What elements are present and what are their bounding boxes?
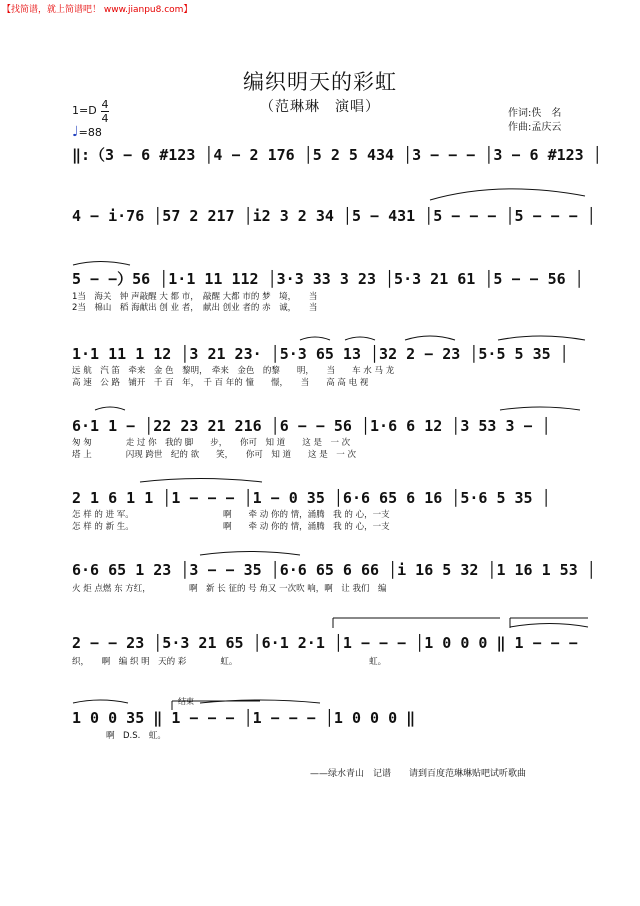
composer-credit: 作曲:孟庆云 [508,122,562,133]
lyric-line-5a: 匆 匆 走 过 你 我的 脚 步， 你可 知 道 这 是 一 次 [72,438,351,448]
tie-arc [510,624,588,628]
tie-arc [73,262,130,266]
tie-arc [200,552,300,556]
staff-line-1: ‖:（3 − 6 #123 │4 − 2 176 │5 2 5 434 │3 − − − │3 − 6 #123 │ [72,146,602,164]
staff-line-7: 6·6 65 1 23 │3 − − 35 │6·6 65 6 66 │i 16 5 32 │1 16 1 53 │ [72,561,596,579]
staff-line-9: 1 0 0 35 ‖ 1 − − − │1 − − − │1 0 0 0 ‖ [72,709,416,727]
lyric-line-5b: 塔 上 闪现 跨世 纪的 欲 笑， 你可 知 道 这 是 一 次 [72,450,356,460]
tie-arc [95,407,125,410]
site-banner: 【找简谱，就上简谱吧！ www.jianpu8.com】 [2,5,193,15]
staff-line-3: 5 − −）56 │1·1 11 112 │3·3 33 3 23 │5·3 21 61 │5 − − 56 │ [72,270,584,288]
lyric-line-4a: 远 航 汽 笛 牵来 金 色 黎明， 牵来 金色 的黎 明， 当 车 水 马 龙 [72,366,395,376]
staff-line-6: 2 1 6 1 1 │1 − − − │1 − 0 35 │6·6 65 6 16 │5·6 5 35 │ [72,489,551,507]
key-signature: 1=D [72,104,97,117]
tie-arc [430,189,585,200]
tempo-value: =88 [78,126,102,139]
tie-arc [498,336,585,340]
lyric-line-3b: 2当 棉山 稻 海献出 创 业 者， 献出 创业 者的 赤 诚， 当 [72,303,318,313]
staff-line-8: 2 − − 23 │5·3 21 65 │6·1 2·1 │1 − − − │1 0 0 0 ‖ 1 − − − [72,634,578,652]
tie-arc [405,336,455,340]
lyricist-credit: 作词:佚 名 [508,108,562,119]
tie-arc [345,337,375,340]
performer-line: （范琳琳 演唱） [260,99,380,115]
lyric-line-6a: 怎 样 的 进 军。 啊 牵 动 你的 情，涌腾 我 的 心，一支 [72,510,390,520]
song-title: 编织明天的彩虹 [243,70,397,94]
lyric-line-3a: 1当 海关 钟 声敲醒 大 都 市， 敲醒 大都 市的 梦 境， 当 [72,292,318,302]
time-signature-bottom: 4 [101,112,109,125]
lyric-line-6b: 怎 样 的 新 生。 啊 牵 动 你的 情，涌腾 我 的 心，一支 [72,522,390,532]
quarter-note-icon: ♩ [72,124,79,140]
time-signature-top: 4 [101,98,109,111]
tie-arc [300,337,330,340]
lyric-line-9: 啊 D.S. 虹。 [72,731,166,741]
lyric-line-7: 火 炬 点燃 东 方红， 啊 新 长 征的 号 角又 一次吹 响，啊 让 我们 编 [72,584,387,594]
lyric-line-8: 织， 啊 编 织 明 天的 彩 虹。 虹。 [72,657,387,667]
tie-arc [140,479,262,483]
tie-arc [500,407,580,410]
tie-arc [73,700,128,703]
transcriber-footer: ——绿水青山 记谱 请到百度范琳琳贴吧试听歌曲 [310,769,527,779]
staff-line-2: 4 − i·76 │57 2 217 │i2 3 2 34 │5 − 431 │5 − − − │5 − − − │ [72,207,596,225]
staff-line-5: 6·1 1 − │22 23 21 216 │6 − − 56 │1·6 6 12 │3 53 3 − │ [72,417,551,435]
coda-label: 结束 [178,697,194,706]
staff-line-4: 1·1 11 1 12 │3 21 23· │5·3 65 13 │32 2 − 23 │5·5 5 35 │ [72,345,569,363]
lyric-line-4b: 高 速 公 路 铺开 千 百 年， 千 百 年的 憧 憬， 当 高 高 电 视 [72,378,369,388]
